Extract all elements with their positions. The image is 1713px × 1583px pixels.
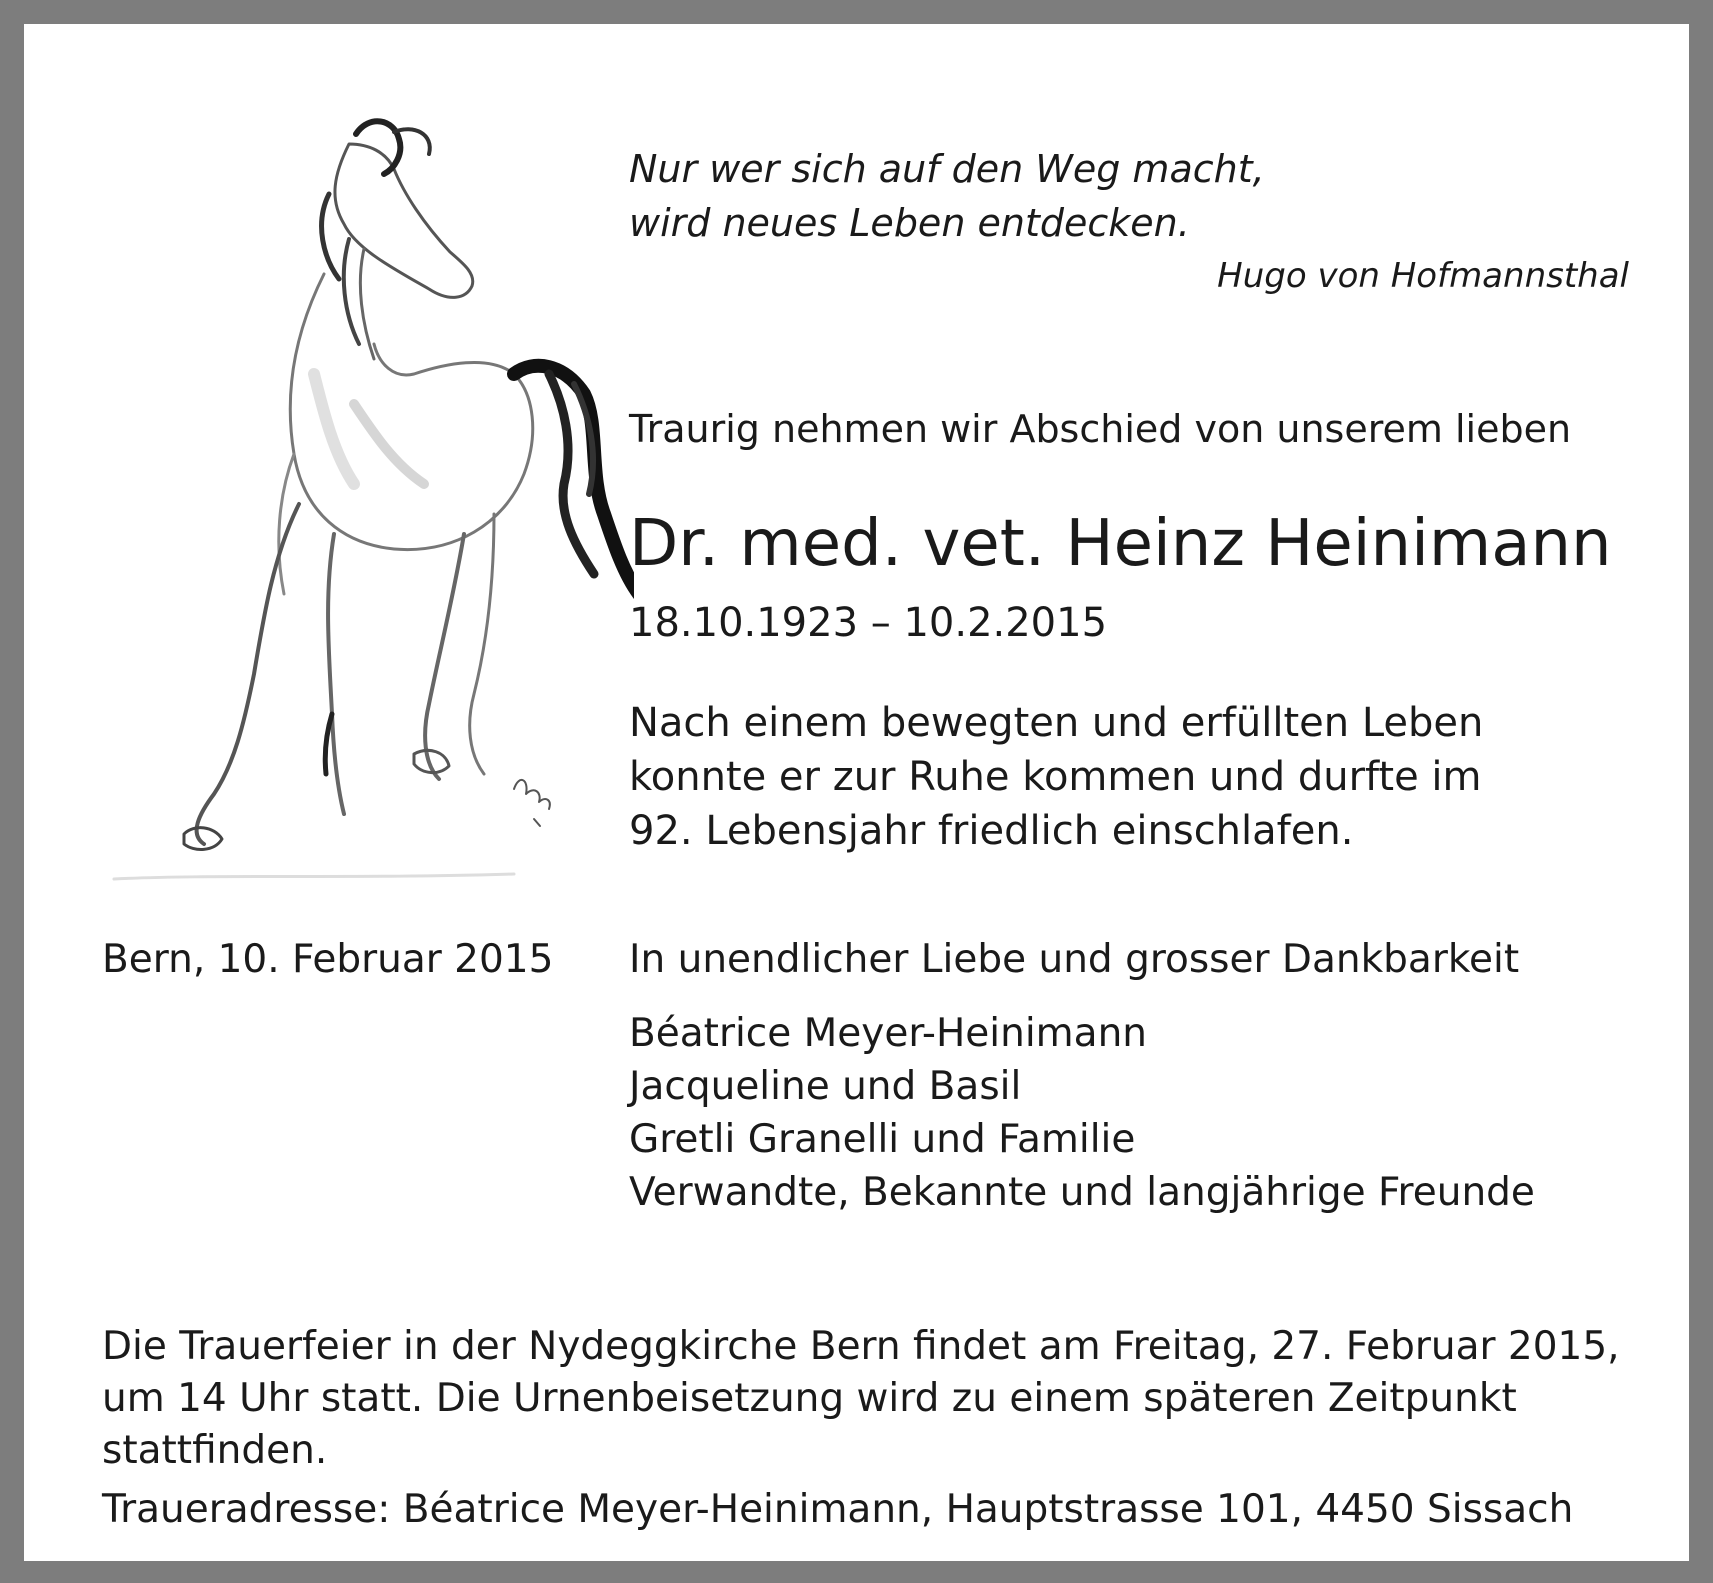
thanks-text: In unendlicher Liebe und grosser Dankbarkeit (629, 937, 1520, 982)
signers-list (629, 1007, 1535, 1219)
signer: Béatrice Meyer-Heinimann (629, 1011, 1148, 1056)
service-info (102, 1321, 1662, 1477)
place-date: Bern, 10. Februar 2015 (102, 937, 554, 982)
deceased-name: Dr. med. vet. Heinz Heinimann (629, 507, 1612, 581)
service-line: Die Trauerfeier in der Nydeggkirche Bern findet am Freitag, 27. Februar 2015, (102, 1324, 1620, 1369)
signer: Gretli Granelli und Familie (629, 1117, 1136, 1162)
quote-line: wird neues Leben entdecken. (629, 201, 1190, 245)
intro-text: Traurig nehmen wir Abschied von unserem lieben (629, 407, 1572, 451)
signer: Verwandte, Bekannte und langjährige Freunde (629, 1170, 1535, 1215)
memorial-text-line: konnte er zur Ruhe kommen und durfte im (629, 754, 1482, 800)
memorial-text (629, 696, 1483, 858)
quote (629, 142, 1265, 250)
signer: Jacqueline und Basil (629, 1064, 1022, 1109)
mourning-address: Traueradresse: Béatrice Meyer-Heinimann, Hauptstrasse 101, 4450 Sissach (102, 1487, 1574, 1532)
memorial-text-line: 92. Lebensjahr friedlich einschlafen. (629, 808, 1354, 854)
quote-author: Hugo von Hofmannsthal (1217, 256, 1629, 296)
horse-sketch-icon (94, 74, 634, 914)
life-dates: 18.10.1923 – 10.2.2015 (629, 600, 1108, 646)
service-line: um 14 Uhr statt. Die Urnenbeisetzung wird zu einem späteren Zeitpunkt (102, 1376, 1517, 1421)
obituary-card (24, 24, 1689, 1561)
service-line: stattfinden. (102, 1428, 328, 1473)
quote-line: Nur wer sich auf den Weg macht, (629, 147, 1265, 191)
memorial-text-line: Nach einem bewegten und erfüllten Leben (629, 700, 1484, 746)
